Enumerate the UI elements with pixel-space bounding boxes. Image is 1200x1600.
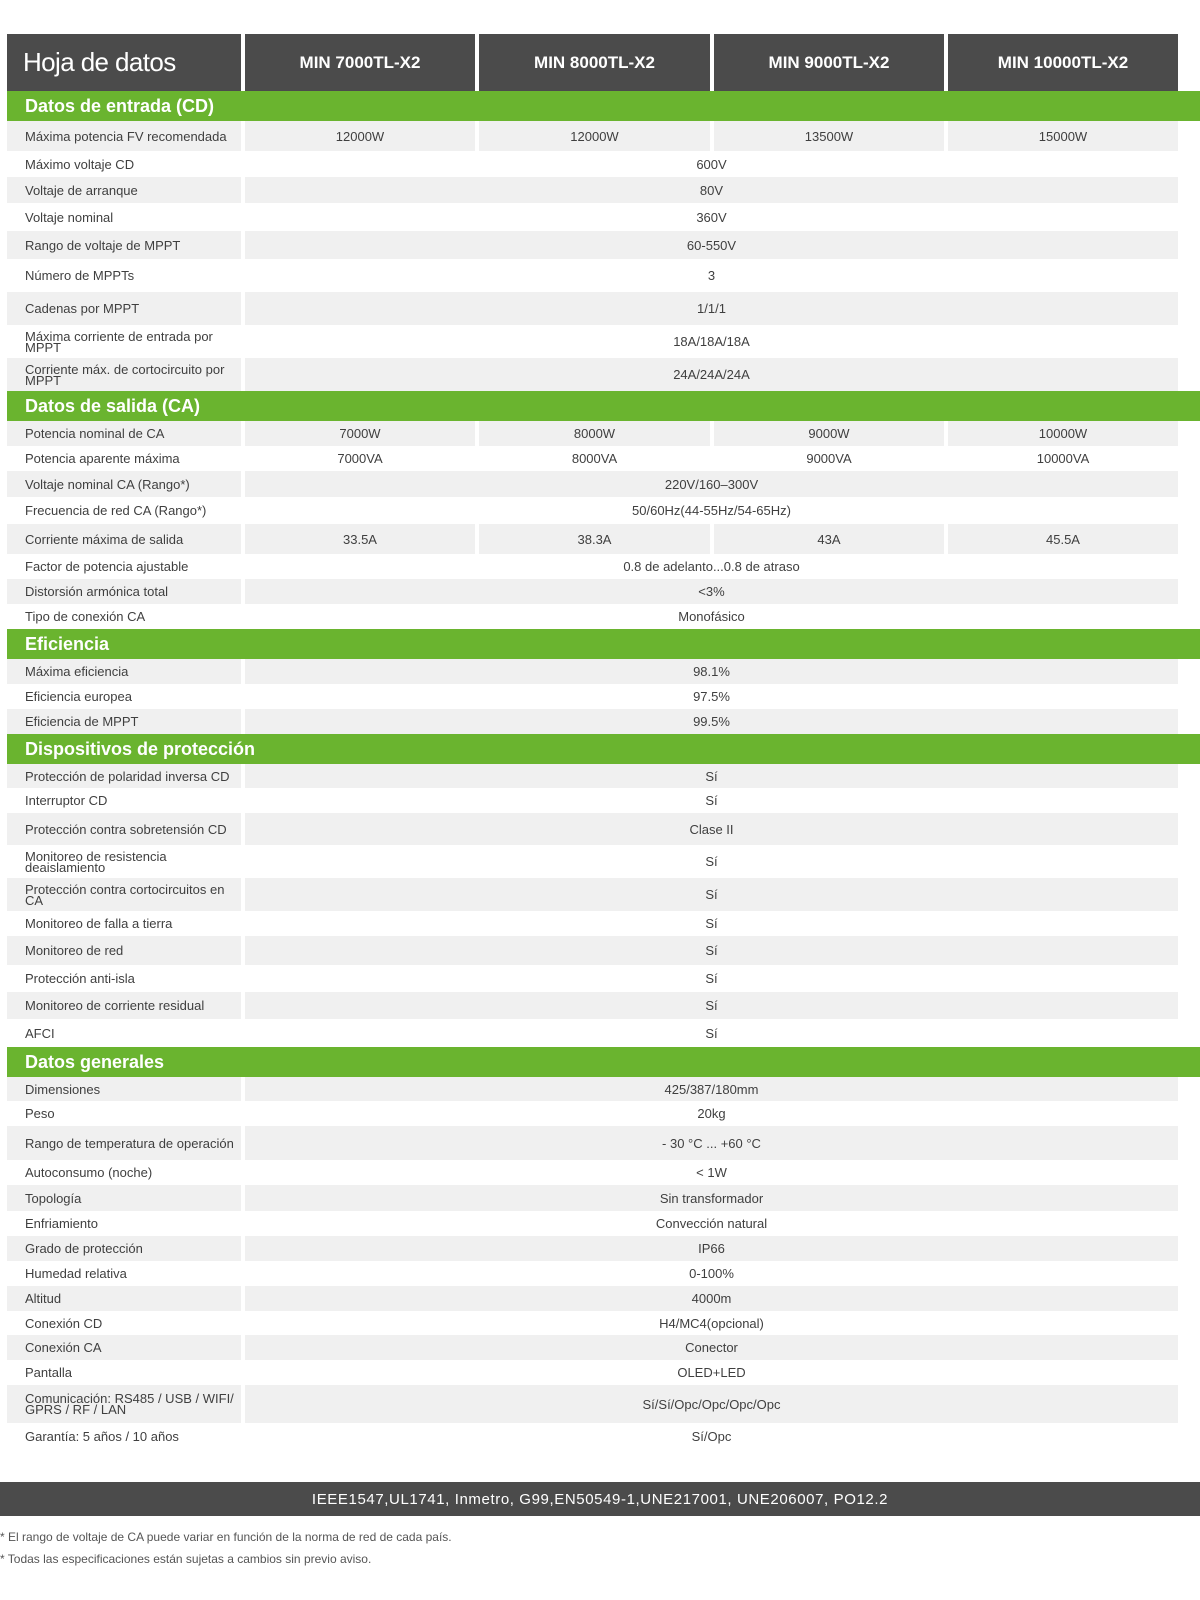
row-value: Monofásico <box>245 604 1178 629</box>
row-value: <3% <box>245 579 1178 604</box>
row-value: 50/60Hz(44-55Hz/54-65Hz) <box>245 497 1178 524</box>
row-value: IP66 <box>245 1236 1178 1261</box>
table-row <box>7 292 1200 325</box>
row-value: Sí <box>245 936 1178 965</box>
row-value: OLED+LED <box>245 1360 1178 1385</box>
table-row <box>7 203 1200 231</box>
row-value: 45.5A <box>948 524 1178 554</box>
table-row <box>7 1160 1200 1185</box>
table-row <box>7 878 1200 911</box>
table-row <box>7 446 1200 471</box>
row-label: Altitud <box>7 1286 241 1311</box>
table-row <box>7 1101 1200 1126</box>
section-header: Datos de entrada (CD) <box>7 91 1200 121</box>
table-row <box>7 1236 1200 1261</box>
row-value: 24A/24A/24A <box>245 358 1178 391</box>
row-value: - 30 °C ... +60 °C <box>245 1126 1178 1160</box>
row-label: Peso <box>7 1101 241 1126</box>
model-header: MIN 10000TL-X2 <box>948 34 1178 91</box>
row-label: Protección anti-isla <box>7 965 241 992</box>
row-value: 97.5% <box>245 684 1178 709</box>
row-label: Protección de polaridad inversa CD <box>7 764 241 788</box>
row-value: 425/387/180mm <box>245 1077 1178 1101</box>
row-label: Máxima potencia FV recomendada <box>7 121 241 151</box>
row-value: 3 <box>245 259 1178 292</box>
table-row <box>7 1335 1200 1360</box>
row-value: Sin transformador <box>245 1185 1178 1211</box>
row-label: Voltaje nominal CA (Rango*) <box>7 471 241 497</box>
table-row <box>7 1286 1200 1311</box>
footnote: * El rango de voltaje de CA puede variar en función de la norma de red de cada país. <box>0 1530 452 1544</box>
model-header: MIN 9000TL-X2 <box>714 34 944 91</box>
row-value: Sí <box>245 1019 1178 1047</box>
table-row <box>7 1360 1200 1385</box>
row-value: 20kg <box>245 1101 1178 1126</box>
table-row <box>7 1385 1200 1423</box>
model-header: MIN 7000TL-X2 <box>245 34 475 91</box>
row-value: 220V/160–300V <box>245 471 1178 497</box>
row-label: Máxima corriente de entrada por MPPT <box>7 325 241 358</box>
table-row <box>7 1019 1200 1047</box>
row-label: Corriente máx. de cortocircuito por MPPT <box>7 358 241 391</box>
row-value: 43A <box>714 524 944 554</box>
row-label: Protección contra sobretensión CD <box>7 813 241 845</box>
row-value: 99.5% <box>245 709 1178 734</box>
row-label: Factor de potencia ajustable <box>7 554 241 579</box>
table-row <box>7 911 1200 936</box>
row-label: Rango de temperatura de operación <box>7 1126 241 1160</box>
table-body <box>7 91 1200 1449</box>
table-row <box>7 325 1200 358</box>
row-value: 10000VA <box>948 446 1178 471</box>
row-label: Garantía: 5 años / 10 años <box>7 1423 241 1449</box>
table-row <box>7 554 1200 579</box>
row-value: 1/1/1 <box>245 292 1178 325</box>
row-label: Dimensiones <box>7 1077 241 1101</box>
row-label: Frecuencia de red CA (Rango*) <box>7 497 241 524</box>
table-row <box>7 177 1200 203</box>
row-label: Monitoreo de resistencia deaislamiento <box>7 845 241 878</box>
row-label: Potencia aparente máxima <box>7 446 241 471</box>
table-row <box>7 845 1200 878</box>
table-row <box>7 1185 1200 1211</box>
row-value: 0-100% <box>245 1261 1178 1286</box>
table-row <box>7 497 1200 524</box>
row-value: 600V <box>245 151 1178 177</box>
row-label: Comunicación: RS485 / USB / WIFI/ GPRS / RF / LAN <box>7 1385 241 1423</box>
row-label: Eficiencia de MPPT <box>7 709 241 734</box>
table-row <box>7 659 1200 684</box>
table-header <box>7 34 1200 91</box>
row-value: 7000W <box>245 421 475 446</box>
row-value: 9000W <box>714 421 944 446</box>
table-row <box>7 471 1200 497</box>
row-value: Sí <box>245 965 1178 992</box>
row-label: Rango de voltaje de MPPT <box>7 231 241 259</box>
row-value: 38.3A <box>479 524 710 554</box>
table-row <box>7 1311 1200 1335</box>
row-label: Potencia nominal de CA <box>7 421 241 446</box>
table-row <box>7 524 1200 554</box>
section-header: Datos generales <box>7 1047 1200 1077</box>
table-row <box>7 813 1200 845</box>
row-value: 7000VA <box>245 446 475 471</box>
row-value: Sí <box>245 878 1178 911</box>
row-value: Sí/Sí/Opc/Opc/Opc/Opc <box>245 1385 1178 1423</box>
row-value: 15000W <box>948 121 1178 151</box>
table-row <box>7 1126 1200 1160</box>
row-value: 8000W <box>479 421 710 446</box>
table-row <box>7 1211 1200 1236</box>
footnote: * Todas las especificaciones están sujetas a cambios sin previo aviso. <box>0 1552 372 1566</box>
row-label: Monitoreo de corriente residual <box>7 992 241 1019</box>
row-value: Sí <box>245 764 1178 788</box>
row-value: H4/MC4(opcional) <box>245 1311 1178 1335</box>
section-header: Datos de salida (CA) <box>7 391 1200 421</box>
row-value: 360V <box>245 203 1178 231</box>
table-row <box>7 788 1200 813</box>
row-value: 10000W <box>948 421 1178 446</box>
row-label: Máxima eficiencia <box>7 659 241 684</box>
section-header: Dispositivos de protección <box>7 734 1200 764</box>
row-label: Autoconsumo (noche) <box>7 1160 241 1185</box>
row-value: 9000VA <box>714 446 944 471</box>
table-row <box>7 151 1200 177</box>
row-value: Sí <box>245 845 1178 878</box>
table-row <box>7 121 1200 151</box>
table-row <box>7 358 1200 391</box>
table-row <box>7 1077 1200 1101</box>
row-value: Sí <box>245 788 1178 813</box>
row-value: Sí <box>245 992 1178 1019</box>
row-label: Distorsión armónica total <box>7 579 241 604</box>
row-value: 4000m <box>245 1286 1178 1311</box>
table-row <box>7 1261 1200 1286</box>
row-label: Humedad relativa <box>7 1261 241 1286</box>
table-row <box>7 259 1200 292</box>
row-label: Pantalla <box>7 1360 241 1385</box>
table-row <box>7 1423 1200 1449</box>
row-label: Tipo de conexión CA <box>7 604 241 629</box>
certifications-bar: IEEE1547,UL1741, Inmetro, G99,EN50549-1,UNE217001, UNE206007, PO12.2 <box>0 1482 1200 1516</box>
row-label: Monitoreo de falla a tierra <box>7 911 241 936</box>
table-row <box>7 579 1200 604</box>
row-value: 12000W <box>479 121 710 151</box>
table-row <box>7 684 1200 709</box>
row-label: Conexión CA <box>7 1335 241 1360</box>
table-row <box>7 421 1200 446</box>
table-row <box>7 764 1200 788</box>
row-label: Voltaje nominal <box>7 203 241 231</box>
row-label: Enfriamiento <box>7 1211 241 1236</box>
row-value: Conector <box>245 1335 1178 1360</box>
row-value: Clase II <box>245 813 1178 845</box>
row-label: Interruptor CD <box>7 788 241 813</box>
row-value: Sí <box>245 911 1178 936</box>
row-value: Sí/Opc <box>245 1423 1178 1449</box>
row-value: Convección natural <box>245 1211 1178 1236</box>
table-row <box>7 709 1200 734</box>
table-row <box>7 965 1200 992</box>
row-label: Monitoreo de red <box>7 936 241 965</box>
row-label: Corriente máxima de salida <box>7 524 241 554</box>
row-label: Cadenas por MPPT <box>7 292 241 325</box>
row-value: 18A/18A/18A <box>245 325 1178 358</box>
model-header: MIN 8000TL-X2 <box>479 34 710 91</box>
row-value: < 1W <box>245 1160 1178 1185</box>
row-label: AFCI <box>7 1019 241 1047</box>
row-value: 13500W <box>714 121 944 151</box>
table-row <box>7 231 1200 259</box>
row-label: Máximo voltaje CD <box>7 151 241 177</box>
table-row <box>7 992 1200 1019</box>
row-value: 8000VA <box>479 446 710 471</box>
table-row <box>7 936 1200 965</box>
row-label: Número de MPPTs <box>7 259 241 292</box>
row-label: Grado de protección <box>7 1236 241 1261</box>
datasheet-table <box>7 34 1200 1449</box>
row-value: 80V <box>245 177 1178 203</box>
row-value: 12000W <box>245 121 475 151</box>
sheet-title: Hoja de datos <box>7 34 241 91</box>
row-value: 60-550V <box>245 231 1178 259</box>
row-label: Voltaje de arranque <box>7 177 241 203</box>
section-header: Eficiencia <box>7 629 1200 659</box>
row-label: Protección contra cortocircuitos en CA <box>7 878 241 911</box>
row-value: 98.1% <box>245 659 1178 684</box>
row-label: Conexión CD <box>7 1311 241 1335</box>
footnotes <box>0 1526 452 1570</box>
row-label: Topología <box>7 1185 241 1211</box>
table-row <box>7 604 1200 629</box>
row-value: 33.5A <box>245 524 475 554</box>
row-value: 0.8 de adelanto...0.8 de atraso <box>245 554 1178 579</box>
row-label: Eficiencia europea <box>7 684 241 709</box>
